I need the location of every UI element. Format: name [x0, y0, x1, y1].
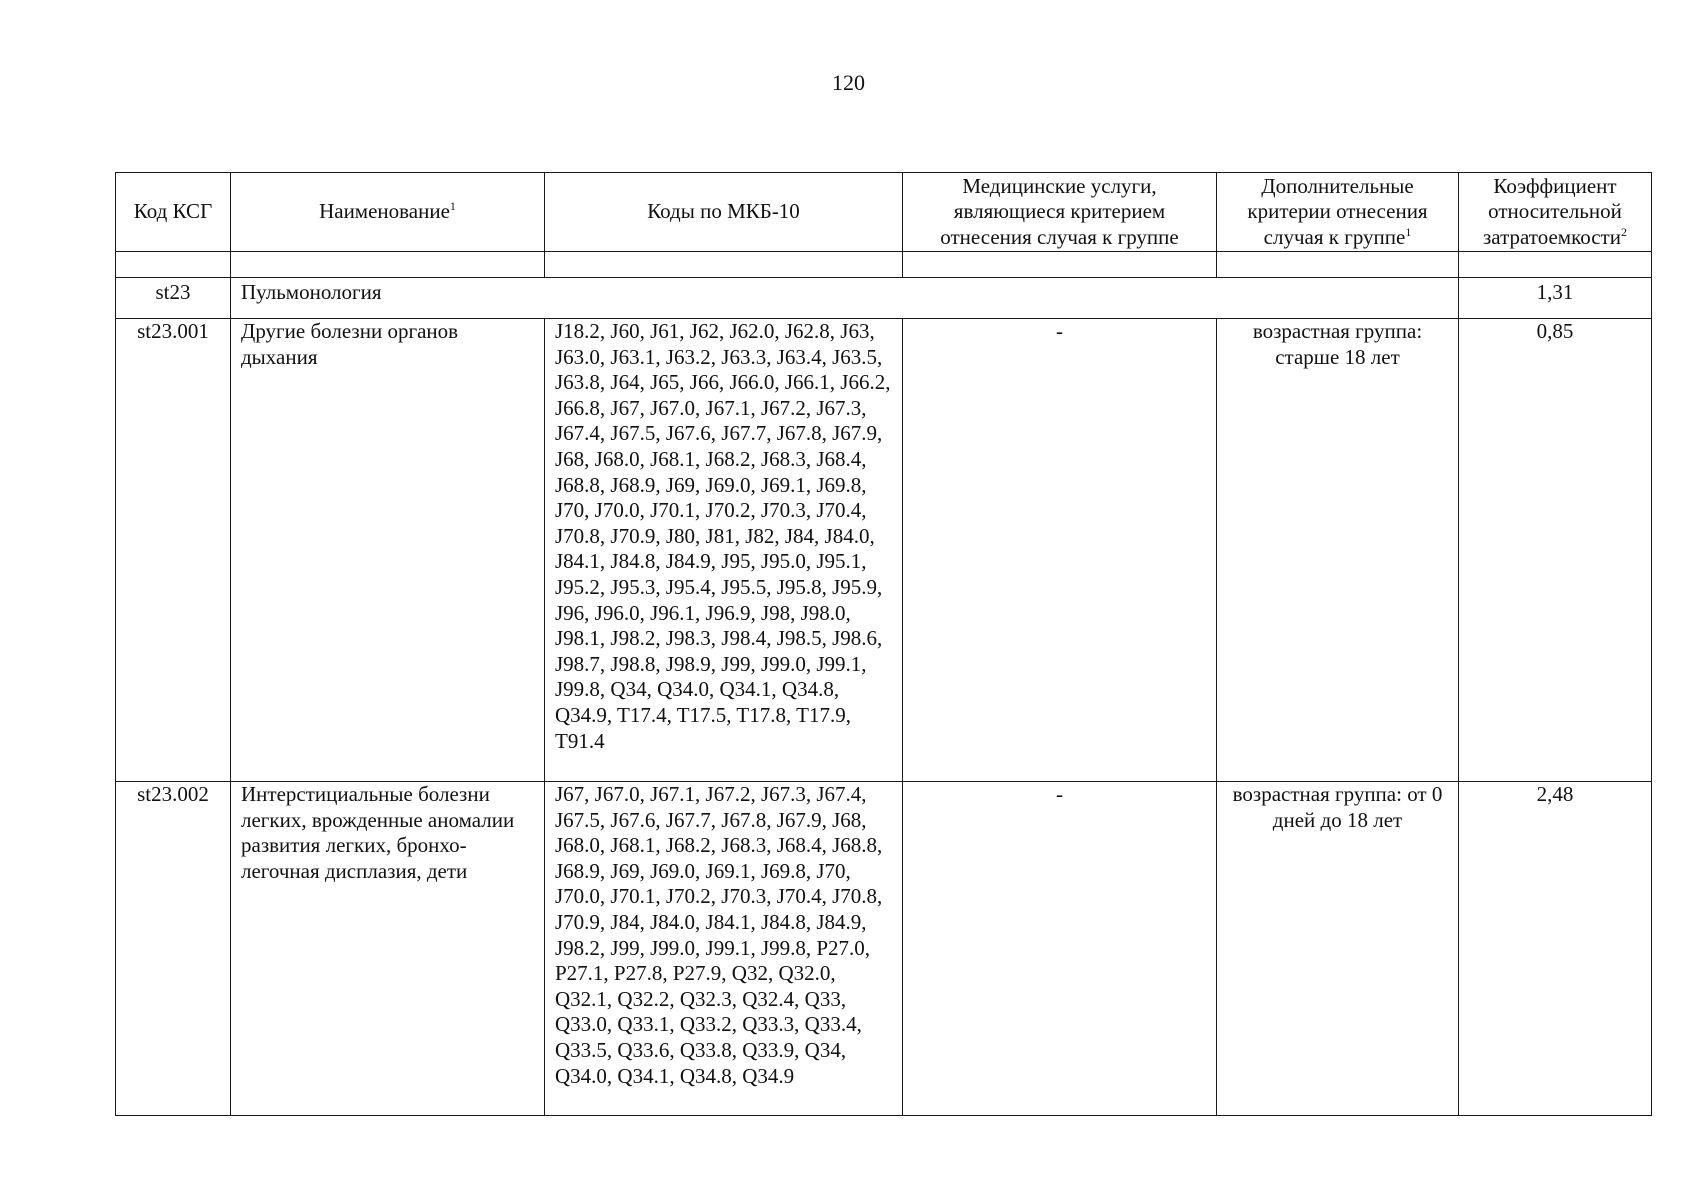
row-icd-codes: J67, J67.0, J67.1, J67.2, J67.3, J67.4, J67.5, J67.6, J67.7, J67.8, J67.9, J68, J68.0, J68.1, J68.2, J68.3, J68.4, J68.8, J68.9, J69, J69.0, J69.1, J69.8, J70, J70.0, J70.1, J70.2, J70.3, J70.4, J70.8, J70.9, J84, J84.0, J84.1, J84.8, J84.9, J98.2, J99, J99.0, J99.1, J99.8, P27.0, P27.1, P27.8, P27.9, Q32, Q32.0, Q32.1, Q32.2, Q32.3, Q32.4, Q33, Q33.0, Q33.1, Q33.2, Q33.3, Q33.4, Q33.5, Q33.6, Q33.8, Q33.9, Q34, Q34.0, Q34.1, Q34.8, Q34.9: [545, 782, 903, 1116]
header-med-services: Медицинские услуги, являющиеся критерием отнесения случая к группе: [903, 173, 1217, 252]
row-med-services: -: [903, 782, 1217, 1116]
header-icd-codes: Коды по МКБ-10: [545, 173, 903, 252]
section-code: st23: [116, 278, 231, 319]
section-name: Пульмонология: [231, 278, 1459, 319]
table-row: [116, 319, 1652, 782]
header-code: Код КСГ: [116, 173, 231, 252]
ksg-table: [115, 172, 1652, 1116]
footnote-mark: 1: [1405, 224, 1412, 239]
page-number: 120: [832, 70, 865, 95]
row-extra-criteria: возрастная группа: старше 18 лет: [1217, 319, 1459, 782]
table-row: [116, 782, 1652, 1116]
row-name: Интерстициальные болезни легких, врожденные аномалии развития легких, бронхо-легочная дисплазия, дети: [231, 782, 545, 1116]
footnote-mark: 2: [1620, 224, 1627, 239]
row-icd-codes: J18.2, J60, J61, J62, J62.0, J62.8, J63, J63.0, J63.1, J63.2, J63.3, J63.4, J63.5, J63.8, J64, J65, J66, J66.0, J66.1, J66.2, J66.8, J67, J67.0, J67.1, J67.2, J67.3, J67.4, J67.5, J67.6, J67.7, J67.8, J67.9, J68, J68.0, J68.1, J68.2, J68.3, J68.4, J68.8, J68.9, J69, J69.0, J69.1, J69.8, J70, J70.0, J70.1, J70.2, J70.3, J70.4, J70.8, J70.9, J80, J81, J82, J84, J84.0, J84.1, J84.8, J84.9, J95, J95.0, J95.1, J95.2, J95.3, J95.4, J95.5, J95.8, J95.9, J96, J96.0, J96.1, J96.9, J98, J98.0, J98.1, J98.2, J98.3, J98.4, J98.5, J98.6, J98.7, J98.8, J98.9, J99, J99.0, J99.1, J99.8, Q34, Q34.0, Q34.1, Q34.8, Q34.9, T17.4, T17.5, T17.8, T17.9, T91.4: [545, 319, 903, 782]
header-row: [116, 173, 1652, 252]
header-name: Наименование$^1$: [231, 173, 545, 252]
spacer-cell: [1459, 252, 1652, 278]
spacer-row: [116, 252, 1652, 278]
row-code: st23.001: [116, 319, 231, 782]
row-med-services: -: [903, 319, 1217, 782]
section-row: [116, 278, 1652, 319]
row-name: Другие болезни органов дыхания: [231, 319, 545, 782]
row-coefficient: 0,85: [1459, 319, 1652, 782]
row-code: st23.002: [116, 782, 231, 1116]
header-coefficient: Коэффициент относительной затратоемкости$^2$: [1459, 173, 1652, 252]
footnote-mark: 1: [449, 199, 456, 214]
spacer-cell: [1217, 252, 1459, 278]
row-coefficient: 2,48: [1459, 782, 1652, 1116]
spacer-cell: [116, 252, 231, 278]
header-extra-criteria: Дополнительные критерии отнесения случая к группе$^1$: [1217, 173, 1459, 252]
spacer-cell: [903, 252, 1217, 278]
section-coefficient: 1,31: [1459, 278, 1652, 319]
table-header: [116, 173, 1652, 252]
spacer-cell: [545, 252, 903, 278]
row-extra-criteria: возрастная группа: от 0 дней до 18 лет: [1217, 782, 1459, 1116]
spacer-cell: [231, 252, 545, 278]
